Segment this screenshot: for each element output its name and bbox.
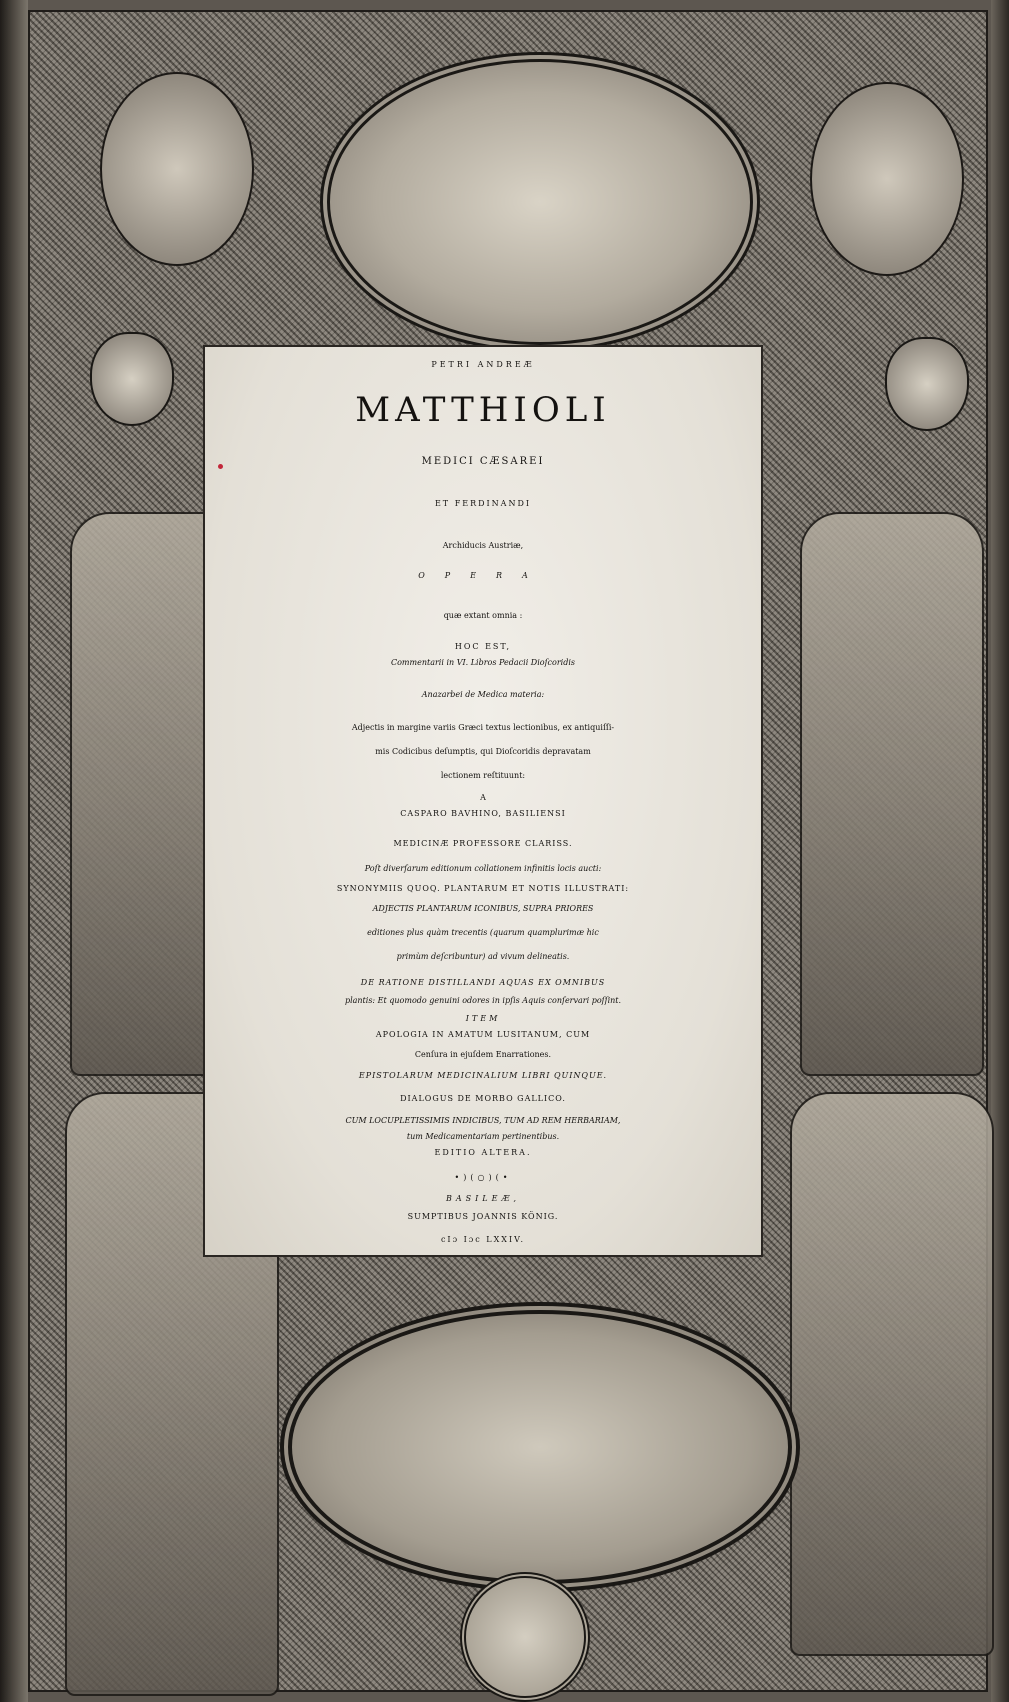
author-surname: MATTHIOLI bbox=[355, 390, 611, 430]
distillandi-line: DE RATIONE DISTILLANDI AQUAS EX OMNIBUS bbox=[360, 978, 606, 987]
edition-line: EDITIO ALTERA. bbox=[434, 1148, 532, 1157]
adjectis-line-2: mis Codicibus deſumptis, qui Dioſcoridis depravatam bbox=[375, 747, 591, 756]
title-panel bbox=[203, 345, 763, 1257]
epistolarum-line: EPISTOLARUM MEDICINALIUM LIBRI QUINQUE. bbox=[358, 1071, 608, 1080]
editor-title: MEDICINÆ PROFESSORE CLARISS. bbox=[393, 839, 573, 848]
iconibus-line: ADJECTIS PLANTARUM ICONIBUS, SUPRA PRIORES bbox=[372, 904, 594, 913]
archduke-line: Archiducis Austriæ, bbox=[442, 541, 524, 550]
place-of-publication: BASILEÆ, bbox=[446, 1194, 520, 1203]
editor-name: CASPARO BAVHINO, BASILIENSI bbox=[400, 809, 566, 818]
binding-edge bbox=[0, 0, 28, 1702]
omnia-line: quæ extant omnia : bbox=[443, 611, 523, 620]
mask-ornament-left bbox=[90, 332, 174, 426]
role-line-2: ET FERDINANDI bbox=[434, 499, 532, 508]
commentarii-line-2: Anazarbei de Medica materia: bbox=[421, 690, 545, 699]
adjectis-line-3: lectionem reſtituunt: bbox=[440, 771, 526, 780]
apologia-line: APOLOGIA IN AMATUM LUSITANUM, CUM bbox=[375, 1030, 591, 1039]
putto-left-illustration bbox=[100, 72, 254, 266]
hoc-est-line: HOC EST, bbox=[454, 642, 512, 651]
printer-device-seal bbox=[460, 1572, 590, 1702]
opera-heading: OPERA bbox=[418, 571, 548, 580]
figure-scholar-right bbox=[800, 512, 984, 1076]
synonymiis-line: SYNONYMIIS QUOQ. PLANTARUM ET NOTIS ILLUSTRATI: bbox=[336, 884, 630, 893]
indices-line-1: CUM LOCUPLETISSIMIS INDICIBUS, TUM AD REM HERBARIAM, bbox=[345, 1116, 621, 1125]
figure-bottom-right bbox=[790, 1092, 994, 1656]
commentarii-line-1: Commentarii in VI. Libros Pedacii Dioſcoridis bbox=[390, 658, 576, 667]
printer-line: SUMPTIBUS JOANNIS KÖNIG. bbox=[407, 1212, 559, 1221]
adjectis-line-1: Adjectis in margine variis Græci textus lectionibus, ex antiquiſſi- bbox=[351, 723, 615, 732]
editiones-line-2: primùm deſcribuntur) ad vivum delineatis. bbox=[396, 952, 570, 961]
top-cartouche-figure-with-plants bbox=[320, 52, 760, 352]
item-line: ITEM bbox=[465, 1014, 501, 1023]
putto-right-illustration bbox=[810, 82, 964, 276]
plantis-line: plantis: Et quomodo genuini odores in ipſis Aquis conſervari poſſint. bbox=[344, 996, 622, 1005]
dialogus-line: DIALOGUS DE MORBO GALLICO. bbox=[400, 1094, 566, 1103]
a-line: A bbox=[480, 793, 486, 802]
printers-ornament: •)(○)(• bbox=[454, 1173, 512, 1182]
indices-line-2: tum Medicamentariam pertinentibus. bbox=[406, 1132, 560, 1141]
role-line-1: MEDICI CÆSAREI bbox=[421, 456, 545, 467]
post-editions-line: Poſt diverſarum editionum collationem infinitis locis aucti: bbox=[364, 864, 602, 873]
author-first-name: PETRI ANDREÆ bbox=[431, 360, 535, 369]
editiones-line-1: editiones plus quàm trecentis (quarum quamplurimæ hic bbox=[367, 928, 599, 937]
mask-ornament-right bbox=[885, 337, 969, 431]
imprint-date: cIɔ Iɔc LXXIV. bbox=[440, 1235, 526, 1244]
censura-line: Cenſura in ejuſdem Enarrationes. bbox=[414, 1050, 552, 1059]
red-ink-mark bbox=[218, 464, 223, 469]
bottom-cartouche-garden-scene bbox=[280, 1302, 800, 1592]
